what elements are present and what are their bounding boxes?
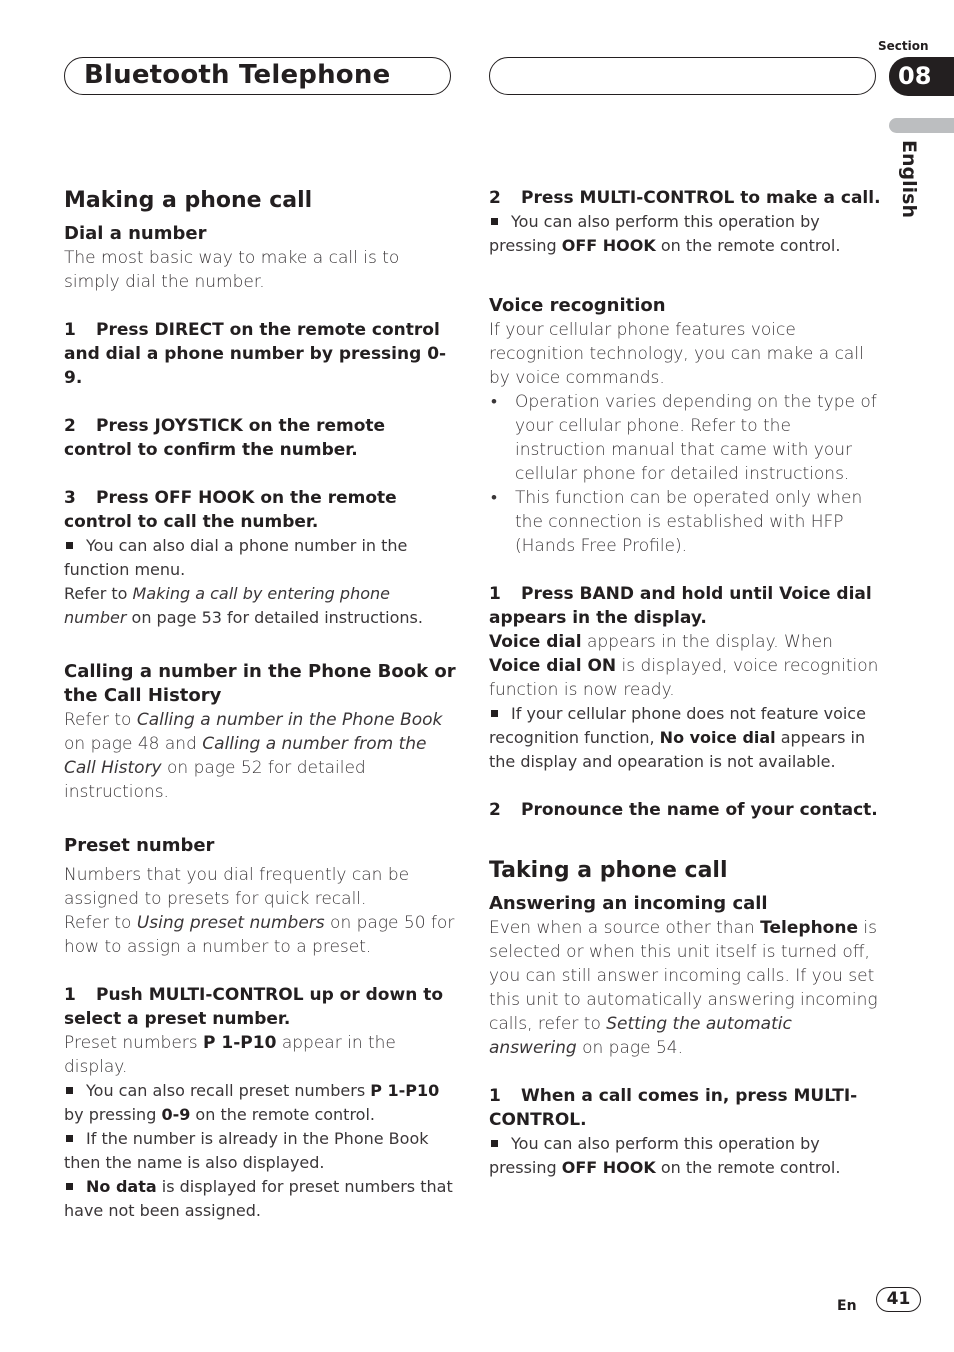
dial-note bbox=[64, 534, 456, 582]
page-number-badge: 41 bbox=[876, 1287, 921, 1312]
body-text: is selected or when this unit itself is turned off, you can still answer incoming calls. If you set this unit to automatically answering incoming calls, refer to bbox=[489, 918, 878, 1034]
button-term: 0-9 bbox=[161, 1105, 191, 1124]
answer-note bbox=[489, 1132, 881, 1180]
page-title: Bluetooth Telephone bbox=[84, 60, 391, 90]
step-number: 1 bbox=[489, 584, 501, 604]
ref-title: Calling a number in the Phone Book bbox=[136, 710, 443, 730]
body-text: appear in the display. bbox=[64, 1033, 396, 1077]
step-text: Press JOYSTICK on the remote control to confirm the number. bbox=[64, 416, 386, 460]
note-square-icon bbox=[66, 1087, 73, 1094]
dial-step-1 bbox=[64, 318, 456, 390]
note-square-icon bbox=[491, 1140, 498, 1147]
note-text: is displayed for preset numbers that have not been assigned. bbox=[64, 1177, 453, 1220]
footer-language-code: En bbox=[837, 1298, 857, 1314]
dial-reference bbox=[64, 582, 456, 630]
step-number: 1 bbox=[64, 320, 76, 340]
note-text: If the number is already in the Phone Book then the name is also displayed. bbox=[64, 1129, 429, 1172]
language-tab bbox=[889, 118, 954, 133]
bullet-text: This function can be operated only when the connection is established with HFP (Hands Free Profile). bbox=[515, 488, 863, 556]
body-text: Preset numbers bbox=[64, 1033, 204, 1053]
button-term: OFF HOOK bbox=[561, 236, 656, 255]
note-text: on the remote control. bbox=[655, 1158, 841, 1177]
step-number: 2 bbox=[64, 416, 76, 436]
heading-voice-recognition: Voice recognition bbox=[489, 295, 666, 316]
make-call-note bbox=[489, 210, 881, 258]
step-text: Pronounce the name of your contact. bbox=[521, 800, 878, 820]
note-text: You can also perform this operation by pressing bbox=[489, 1134, 820, 1177]
answer-step-1 bbox=[489, 1084, 881, 1132]
step-number: 2 bbox=[489, 188, 501, 208]
display-term: Voice dial bbox=[489, 632, 582, 652]
ref-text: Refer to bbox=[64, 584, 133, 603]
voice-intro: If your cellular phone features voice recognition technology, you can make a call by voice commands. bbox=[489, 320, 864, 388]
heading-dial-a-number: Dial a number bbox=[64, 223, 207, 244]
step-text: Press OFF HOOK on the remote control to call the number. bbox=[64, 488, 397, 532]
step-number: 1 bbox=[489, 1086, 501, 1106]
preset-reference bbox=[64, 911, 456, 959]
note-square-icon bbox=[66, 1135, 73, 1142]
display-term: No data bbox=[86, 1177, 157, 1196]
step-text: Press BAND and hold until Voice dial appears in the display. bbox=[489, 584, 872, 628]
bullet-text: Operation varies depending on the type of your cellular phone. Refer to the instruction manual that came with your cellular phone for detailed instructions. bbox=[515, 392, 877, 484]
step-number: 3 bbox=[64, 488, 76, 508]
heading-calling-phone-book: Calling a number in the Phone Book or the Call History bbox=[64, 661, 456, 706]
step-number: 2 bbox=[489, 800, 501, 820]
make-call-step-2 bbox=[489, 186, 881, 210]
preset-note-2 bbox=[64, 1127, 456, 1175]
display-term: No voice dial bbox=[659, 728, 776, 747]
note-square-icon bbox=[66, 542, 73, 549]
note-text: You can also recall preset numbers bbox=[86, 1081, 371, 1100]
note-text: If your cellular phone does not feature voice recognition function, bbox=[489, 704, 866, 747]
ref-text: on page 50 for how to assign a number to a preset. bbox=[64, 913, 455, 957]
heading-preset-number: Preset number bbox=[64, 835, 215, 856]
display-term: Voice dial ON bbox=[489, 656, 617, 676]
note-square-icon bbox=[66, 1183, 73, 1190]
preset-intro: Numbers that you dial frequently can be assigned to presets for quick recall. bbox=[64, 865, 410, 909]
note-text: You can also perform this operation by pressing bbox=[489, 212, 820, 255]
note-square-icon bbox=[491, 218, 498, 225]
ref-text: Refer to bbox=[64, 710, 137, 730]
display-term: P 1-P10 bbox=[370, 1081, 440, 1100]
right-column bbox=[489, 186, 881, 1180]
calling-reference bbox=[64, 708, 456, 804]
ref-title: Using preset numbers bbox=[136, 913, 325, 933]
button-term: OFF HOOK bbox=[561, 1158, 656, 1177]
ref-text: on page 53 for detailed instructions. bbox=[126, 608, 423, 627]
section-number-tab: 08 bbox=[889, 57, 954, 96]
section-label: Section bbox=[878, 39, 929, 53]
preset-note-3 bbox=[64, 1175, 456, 1223]
heading-taking-a-phone-call: Taking a phone call bbox=[489, 858, 728, 883]
bullet-icon: • bbox=[491, 488, 497, 508]
note-text: by pressing bbox=[64, 1105, 162, 1124]
dial-step-3 bbox=[64, 486, 456, 534]
body-text: is displayed, voice recognition function is now ready. bbox=[489, 656, 879, 700]
preset-display-text bbox=[64, 1031, 456, 1079]
voice-dial-text bbox=[489, 630, 881, 702]
voice-bullet-1 bbox=[489, 390, 881, 486]
body-text: Even when a source other than bbox=[489, 918, 761, 938]
note-text: You can also dial a phone number in the function menu. bbox=[64, 536, 408, 579]
step-text: Press MULTI-CONTROL to make a call. bbox=[521, 188, 881, 208]
left-column bbox=[64, 186, 456, 1223]
body-text: appears in the display. When bbox=[581, 632, 833, 652]
source-term: Telephone bbox=[760, 918, 858, 938]
language-label: English bbox=[898, 140, 920, 218]
preset-note-1 bbox=[64, 1079, 456, 1127]
note-text: on the remote control. bbox=[655, 236, 841, 255]
step-text: Push MULTI-CONTROL up or down to select a preset number. bbox=[64, 985, 444, 1029]
note-text: on the remote control. bbox=[190, 1105, 375, 1124]
heading-making-a-phone-call: Making a phone call bbox=[64, 188, 313, 213]
header-blank-frame bbox=[489, 57, 876, 95]
ref-text: on page 52 for detailed instructions. bbox=[64, 758, 366, 802]
dial-step-2 bbox=[64, 414, 456, 462]
voice-note bbox=[489, 702, 881, 774]
note-square-icon bbox=[491, 710, 498, 717]
preset-step-1 bbox=[64, 983, 456, 1031]
heading-answering-incoming-call: Answering an incoming call bbox=[489, 893, 768, 914]
ref-title: Calling a number from the Call History bbox=[64, 734, 427, 778]
ref-text: Refer to bbox=[64, 913, 137, 933]
dial-intro: The most basic way to make a call is to simply dial the number. bbox=[64, 248, 400, 292]
bullet-icon: • bbox=[491, 392, 497, 412]
voice-bullet-2 bbox=[489, 486, 881, 558]
voice-step-2 bbox=[489, 798, 881, 822]
voice-step-1 bbox=[489, 582, 881, 630]
display-term: P 1-P10 bbox=[203, 1033, 277, 1053]
ref-title: Setting the automatic answering bbox=[489, 1014, 792, 1058]
ref-text: on page 48 and bbox=[64, 734, 203, 754]
step-text: When a call comes in, press MULTI-CONTROL. bbox=[489, 1086, 858, 1130]
body-text: on page 54. bbox=[576, 1038, 683, 1058]
step-number: 1 bbox=[64, 985, 76, 1005]
answering-intro bbox=[489, 916, 881, 1060]
step-text: Press DIRECT on the remote control and dial a phone number by pressing 0-9. bbox=[64, 320, 447, 388]
note-text: appears in the display and opearation is not available. bbox=[489, 728, 866, 771]
ref-title: Making a call by entering phone number bbox=[64, 584, 390, 627]
